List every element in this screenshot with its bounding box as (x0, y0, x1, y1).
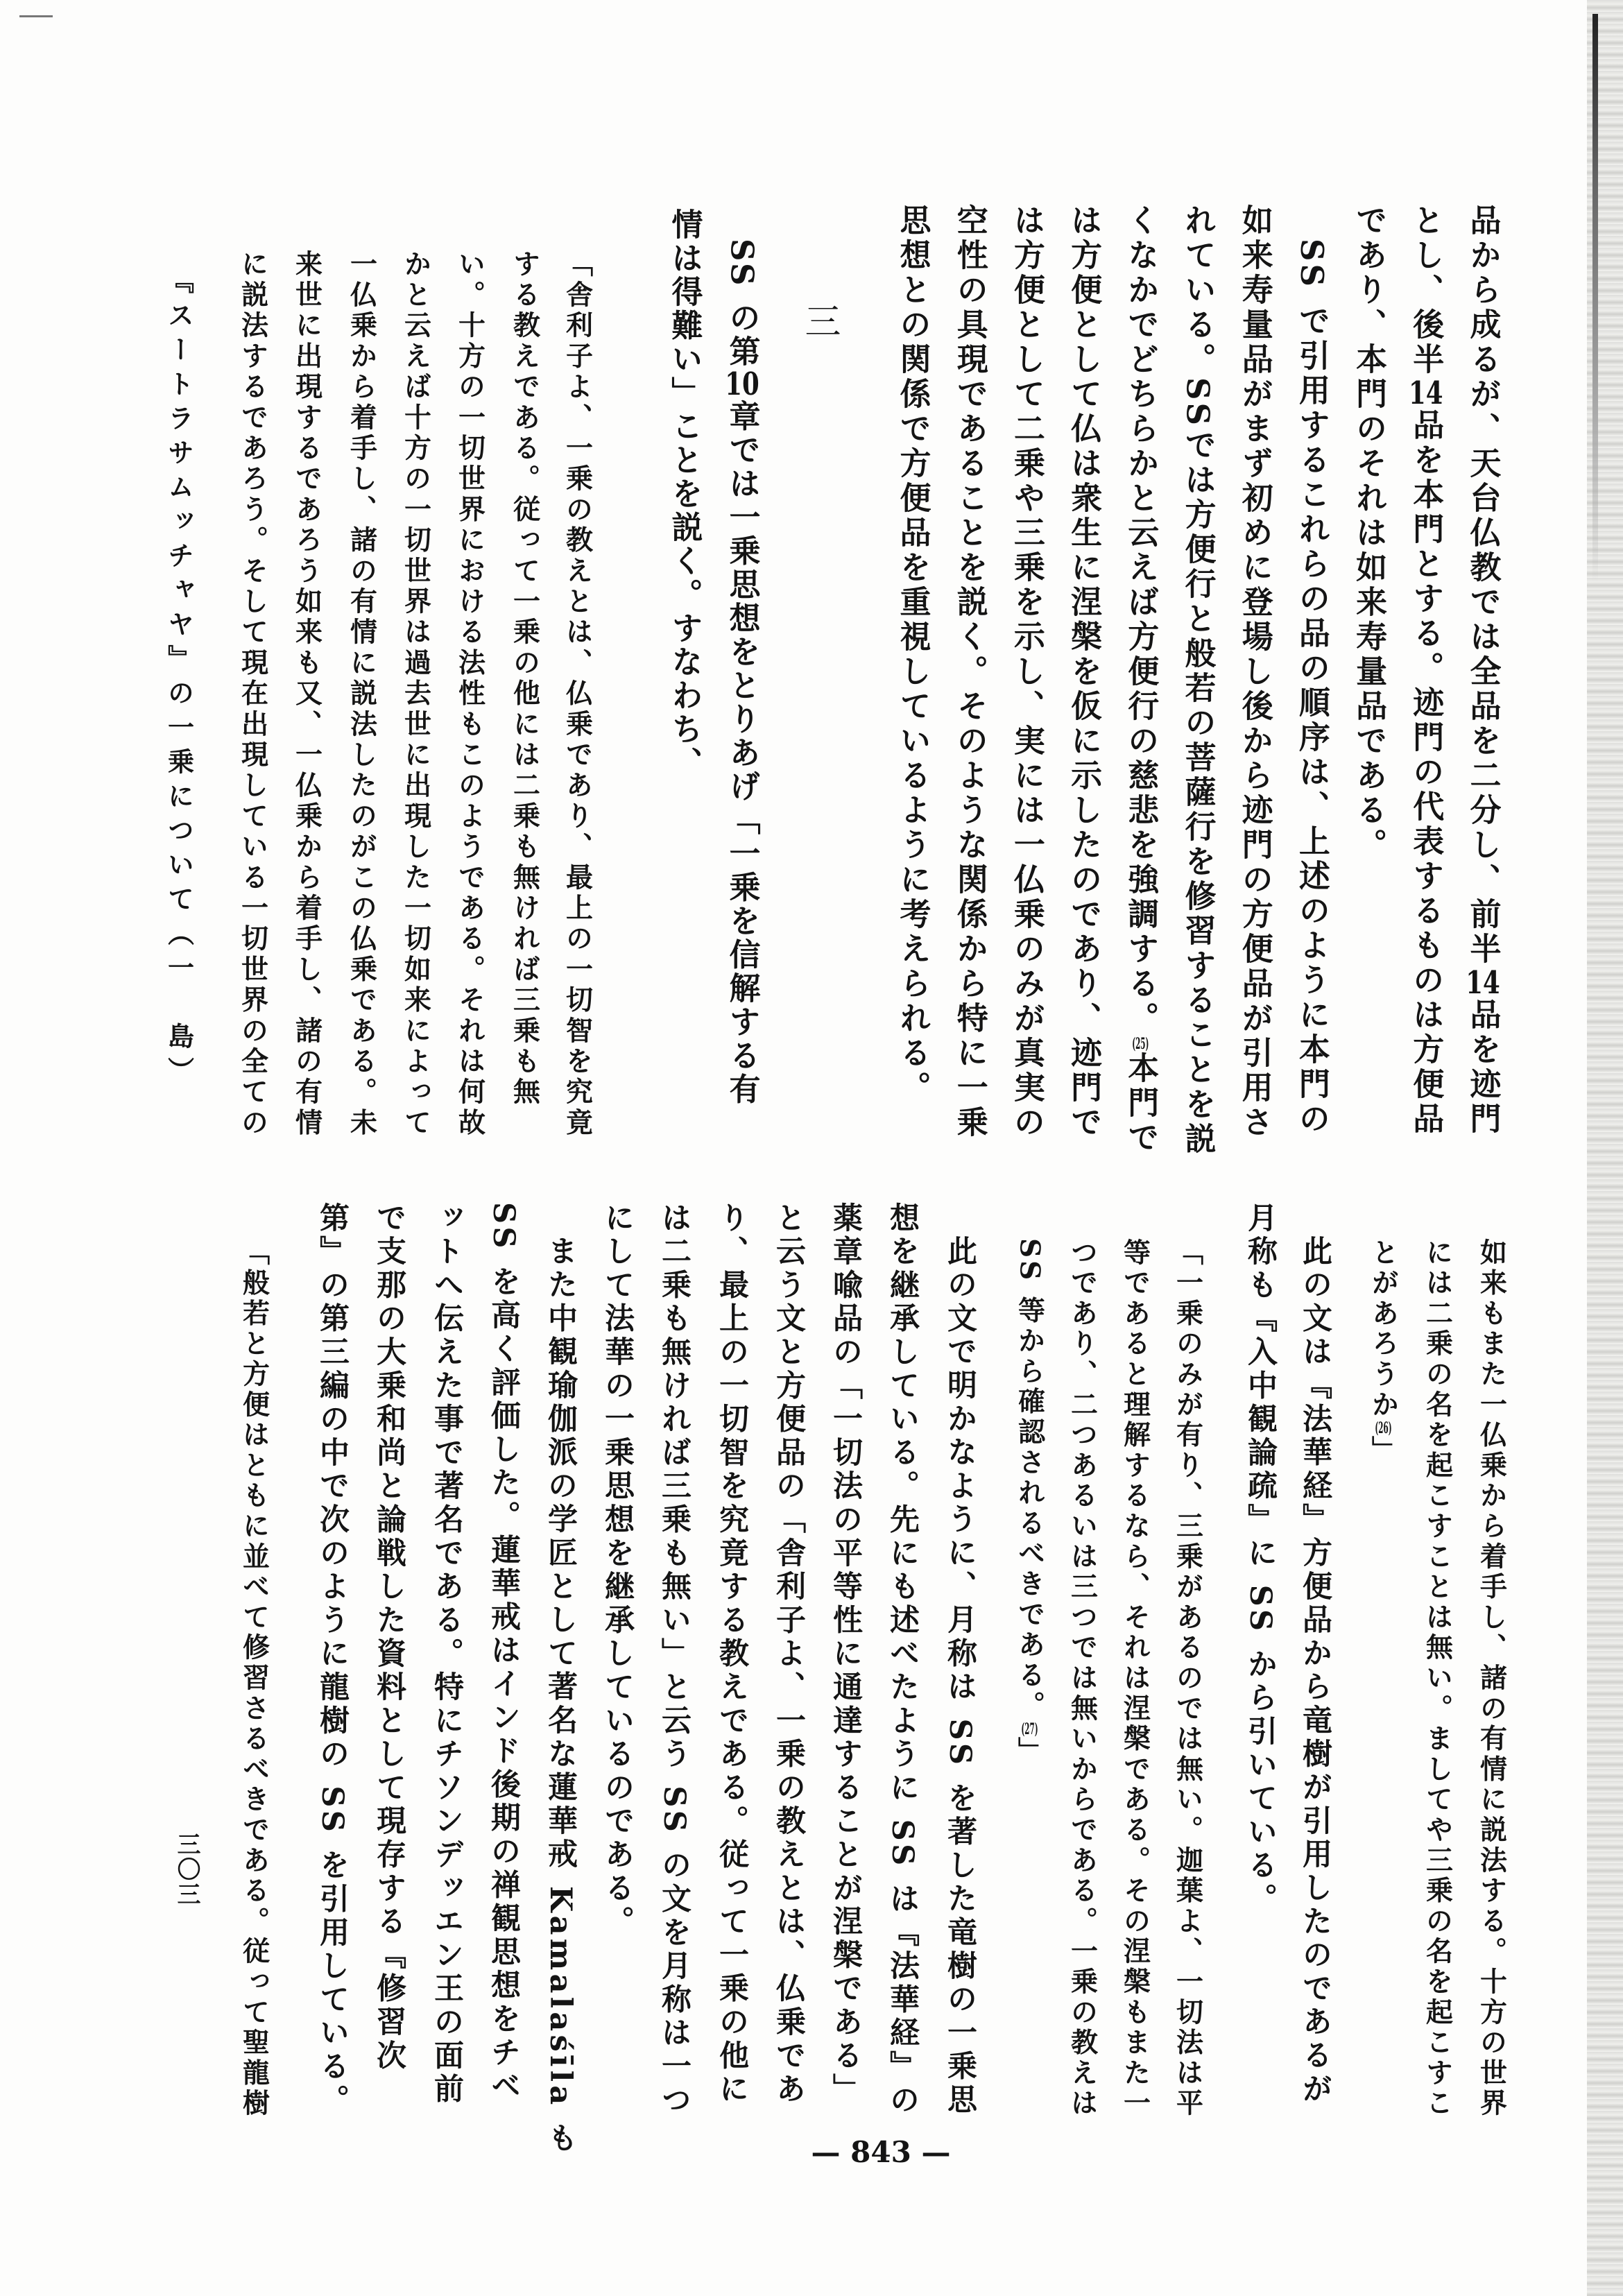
body-text-line: 空性の具現であることを説く。そのような関係から特に一乗 (951, 204, 988, 1140)
body-text-line: れている。SSでは方便行と般若の菩薩行を修習することを説 (1179, 204, 1217, 1158)
body-text-line: SS で引用するこれらの品の順序は、上述のように本門の (1293, 239, 1330, 1137)
body-text-line: 此の文で明かなように、月称は SS を著した竜樹の一乗思 (943, 1235, 977, 2118)
footnote-reference[interactable]: (26) (1375, 1420, 1392, 1436)
quoted-text-line (1012, 1238, 1047, 1767)
journal-page-number: 三〇三 (173, 1832, 200, 1907)
body-text-line: とし、後半14品を本門とする。迹門の代表するものは方便品 (1407, 204, 1445, 1137)
body-text-line: 思想との関係で方便品を重視しているように考えられる。 (894, 204, 931, 1106)
page-number: — 843 — (811, 2135, 951, 2169)
body-text-line: は方便として仏は衆生に涅槃を仮に示したのであり、迹門で (1065, 204, 1103, 1140)
line-text: 」 (1013, 1736, 1046, 1767)
body-text-line: と云う文と方便品の「舎利子よ、一乗の教えとは、仏乗であ (771, 1202, 806, 2107)
body-text-line: 第』の第三編の中で次のように龍樹の SS を引用している。 (315, 1202, 350, 2118)
body-text-line: 情は得難い」ことを説く。すなわち、 (666, 208, 703, 780)
quoted-text-line: には二乗の名を起こすことは無い。ましてや三乗の名を起こすこ (1421, 1238, 1454, 2120)
scan-edge-binding (1592, 14, 1598, 583)
line-text: くなかでどちらかと云えば方便行の慈悲を強調する。 (1122, 204, 1160, 1036)
digits: 14 (1409, 377, 1443, 409)
scan-mark (19, 15, 53, 17)
body-text-line: にして法華の一乗思想を継承しているのである。 (600, 1202, 635, 1939)
body-text-line (1119, 204, 1160, 1156)
body-text-line: SS を高く評価した。蓮華戒はインド後期の禅観思想をチベ (486, 1202, 521, 2104)
line-text: 」 (1367, 1435, 1400, 1466)
quoted-text-line: に説法するであろう。そして現在出現している一切世界の全ての (237, 250, 269, 1139)
body-text-line: は方便として二乗や三乗を示し、実には一仏乗のみが真実の (1008, 204, 1045, 1140)
quoted-text-line: 等であると理解するなら、それは涅槃である。その涅槃もまた一 (1119, 1238, 1151, 2120)
quoted-text-line: 「一乗のみが有り、三乗があるのでは無い。迦葉よ、一切法は平 (1171, 1238, 1204, 2120)
digits: 14 (1466, 967, 1500, 998)
line-text: 本門で (1122, 1052, 1160, 1156)
section-heading: 三 (798, 302, 840, 339)
quoted-text-line: かと云えば十方の一切世界は過去世に出現した一切如来によって (400, 250, 432, 1139)
body-text-line: 如来寿量品がまず初めに登場し後から迹門の方便品が引用さ (1236, 204, 1273, 1140)
quoted-text-line: い。十方の一切世界における法性もこのようである。それは何故 (454, 250, 486, 1139)
quoted-text-line: 「舎利子よ、一乗の教えとは、仏乗であり、最上の一切智を究竟 (561, 250, 594, 1139)
digits: 10 (725, 368, 759, 400)
quoted-text-line: 一仏乗から着手し、諸の有情に説法したのがこの仏乗である。未 (345, 250, 378, 1139)
quoted-text-line: 来世に出現するであろう如来も又、一仏乗から着手し、諸の有情 (291, 250, 323, 1139)
quoted-text-line (1366, 1238, 1401, 1466)
body-text-line: は二乗も無ければ三乗も無い」と云う SS の文を月称は一つ (657, 1202, 692, 2118)
line-text: とがあろうか (1367, 1238, 1400, 1421)
body-text-line: であり、本門のそれは如来寿量品である。 (1350, 204, 1388, 863)
body-text-line: り、最上の一切智を究竟する教えである。従って一乗の他に (714, 1202, 749, 2107)
line-text: SS 等から確認されるべきである。 (1013, 1238, 1046, 1722)
body-text-line: で支那の大乗和尚と論戦した資料として現存する『修習次 (372, 1202, 406, 2073)
body-text-line: 品から成るが、天台仏教では全品を二分し、前半14品を迹門 (1464, 204, 1502, 1137)
quoted-text-line: する教えである。従って一乗の他には二乗も無ければ三乗も無 (508, 250, 541, 1108)
body-text-line: SS の第10章では一乗思想をとりあげ「一乗を信解する有 (723, 239, 761, 1106)
body-text-line: また中観瑜伽派の学匠として著名な蓮華戒 Kamalaśīla も (543, 1235, 578, 2157)
footnote-reference[interactable]: (27) (1021, 1721, 1038, 1737)
quoted-text-line: 「般若と方便はともに並べて修習さるべきである。従って聖龍樹 (238, 1238, 270, 2120)
body-text-line: 想を継承している。先にも述べたように SS は『法華経』の (885, 1202, 920, 2118)
body-text-line: 月称も『入中観論疏』に SS から引いている。 (1243, 1202, 1278, 1917)
footnote-reference[interactable]: (25) (1132, 1036, 1149, 1052)
running-header: 『スートラサムッチャヤ』の一乗について（一 島） (163, 267, 195, 1091)
quoted-text-line: つであり、二つあるいは三つでは無いからである。一乗の教えは (1066, 1238, 1099, 2120)
quoted-text-line: 如来もまた一仏乗から着手し、諸の有情に説法する。十方の世界 (1475, 1238, 1508, 2120)
body-text-line: 此の文は『法華経』方便品から竜樹が引用したのであるが (1298, 1235, 1332, 2107)
body-text-line: 薬章喩品の「一切法の平等性に通達することが涅槃である」 (828, 1202, 863, 2107)
body-text-line: ットへ伝えた事で著名である。特にチソンデッエン王の面前 (429, 1202, 464, 2107)
